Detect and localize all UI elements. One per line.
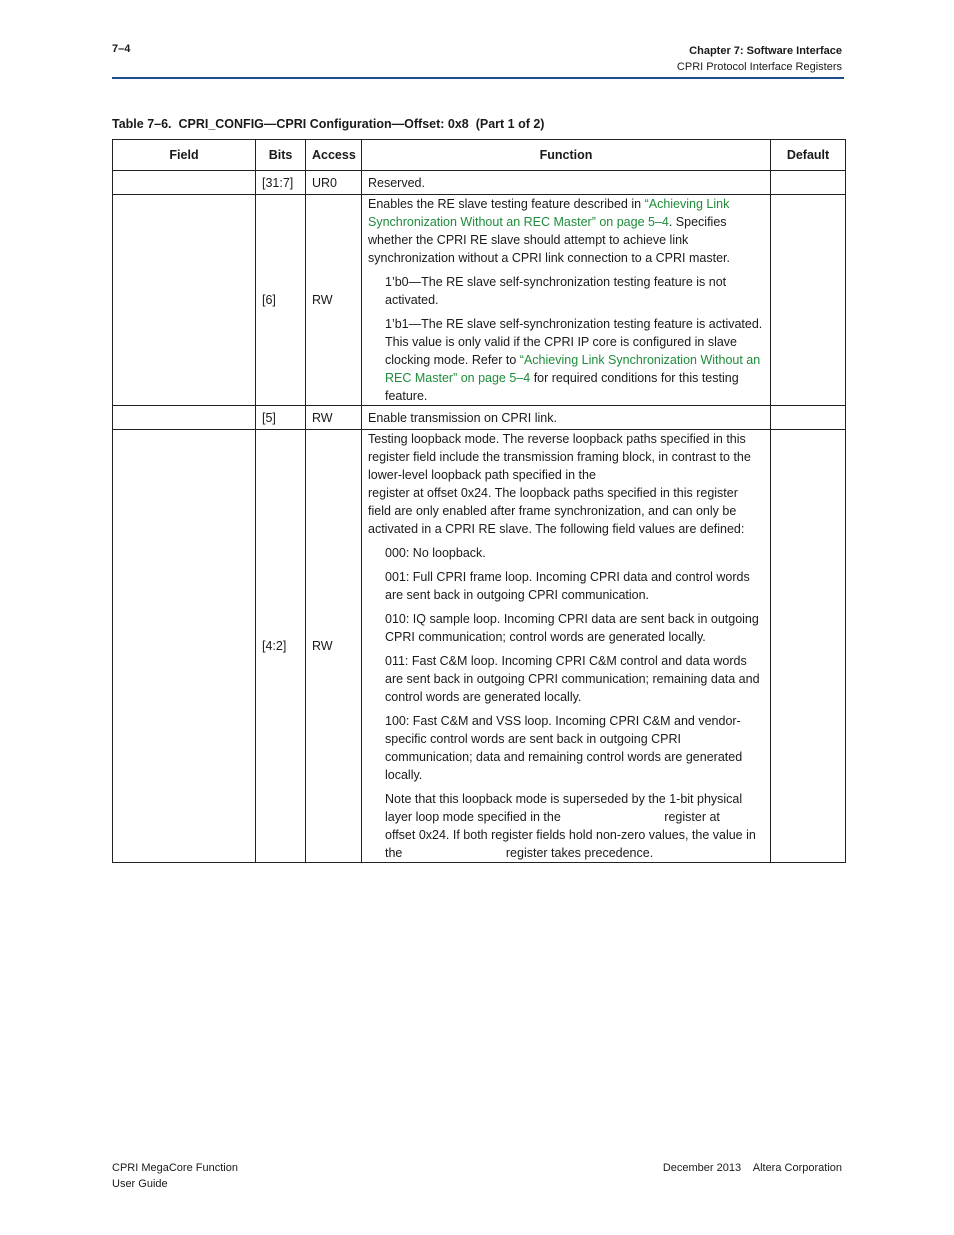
access-cell: UR0 <box>306 171 362 195</box>
bits-cell: [31:7] <box>256 171 306 195</box>
table-row <box>113 171 846 195</box>
default-cell <box>771 195 846 406</box>
value-description: 000: No loopback. <box>385 546 486 560</box>
table-row <box>113 430 846 863</box>
cross-reference-link[interactable]: “Achieving Link Synchronization Without an REC Master” on page 5–4 <box>385 353 761 385</box>
access-cell: RW <box>306 430 362 863</box>
register-table <box>112 139 846 863</box>
footer-right: December 2013 Altera Corporation <box>662 1162 842 1174</box>
default-cell <box>771 171 846 195</box>
default-cell <box>771 430 846 863</box>
bits-cell: [4:2] <box>256 430 306 863</box>
value-description: 100: Fast C&M and VSS loop. Incoming CPRI C&M and vendor-specific control words are sent back in outgoing CPRI communication; data and remaining control words are generated locally. <box>385 714 743 782</box>
field-cell <box>113 195 256 406</box>
function-cell <box>362 171 771 195</box>
value-description <box>385 315 764 405</box>
function-text: Reserved. <box>368 175 425 190</box>
running-header <box>677 43 842 75</box>
note-text: register takes precedence. <box>505 846 654 860</box>
field-cell <box>113 406 256 430</box>
description-text: . Specifies whether the CPRI RE slave should attempt to achieve link synchronization without a CPRI link connection to a CPRI master. <box>368 215 730 265</box>
section-title: CPRI Protocol Interface Registers <box>676 61 842 73</box>
col-header-default: Default <box>771 140 846 171</box>
footer-left <box>112 1160 238 1192</box>
col-header-bits: Bits <box>256 140 306 171</box>
description-text: register at offset 0x24. The loopback paths specified in this register field are only enabled after frame synchronization, and can only be activated in a CPRI RE slave. The following field values are defined: <box>368 486 745 536</box>
note-text: Note that this loopback mode is superseded by the 1-bit physical layer loop mode specified in the <box>385 792 743 824</box>
function-description <box>368 195 764 267</box>
function-cell <box>362 406 771 430</box>
table-header-row <box>113 140 846 171</box>
document-type: User Guide <box>112 1178 168 1190</box>
col-header-field: Field <box>113 140 256 171</box>
access-cell: RW <box>306 195 362 406</box>
value-text: for required conditions for this testing feature. <box>385 371 739 403</box>
page-number: 7–4 <box>112 43 131 55</box>
note-text: register at <box>664 810 720 824</box>
table-row <box>113 406 846 430</box>
loopback-note <box>385 790 764 862</box>
cross-reference-link[interactable]: “Achieving Link Synchronization Without an REC Master” on page 5–4 <box>368 197 730 229</box>
table-caption: Table 7–6. CPRI_CONFIG—CPRI Configuration—Offset: 0x8 (Part 1 of 2) <box>112 117 545 131</box>
bits-cell: [5] <box>256 406 306 430</box>
field-cell <box>113 430 256 863</box>
chapter-title: Chapter 7: Software Interface <box>689 45 842 57</box>
value-description: 1’b0—The RE slave self-synchronization testing feature is not activated. <box>385 275 727 307</box>
value-text: 1’b1—The RE slave self-synchronization testing feature is activated. This value is only valid if the CPRI IP core is configured in slave clocking mode. Refer to <box>385 317 763 367</box>
field-cell <box>113 171 256 195</box>
table-row <box>113 195 846 406</box>
description-text: Testing loopback mode. The reverse loopback paths specified in this register field include the transmission framing block, in contrast to the lower-level loopback path specified in the <box>368 432 751 482</box>
header-rule <box>112 77 844 79</box>
product-name: CPRI MegaCore Function <box>112 1162 238 1174</box>
value-description: 011: Fast C&M loop. Incoming CPRI C&M control and data words are sent back in outgoing CPRI communication; remaining data and control words are generated locally. <box>385 654 760 704</box>
value-description: 010: IQ sample loop. Incoming CPRI data are sent back in outgoing CPRI communication; control words are generated locally. <box>385 612 759 644</box>
note-text: offset 0x24. If both register fields hold non-zero values, the value in the <box>385 828 756 860</box>
function-text: Enable transmission on CPRI link. <box>368 410 557 425</box>
col-header-access: Access <box>306 140 362 171</box>
value-description: 001: Full CPRI frame loop. Incoming CPRI data and control words are sent back in outgoing CPRI communication. <box>385 570 750 602</box>
function-cell <box>362 430 771 863</box>
description-text: Enables the RE slave testing feature described in <box>368 197 645 211</box>
access-cell: RW <box>306 406 362 430</box>
col-header-function: Function <box>362 140 771 171</box>
function-cell <box>362 195 771 406</box>
default-cell <box>771 406 846 430</box>
bits-cell: [6] <box>256 195 306 406</box>
function-description <box>368 430 764 538</box>
